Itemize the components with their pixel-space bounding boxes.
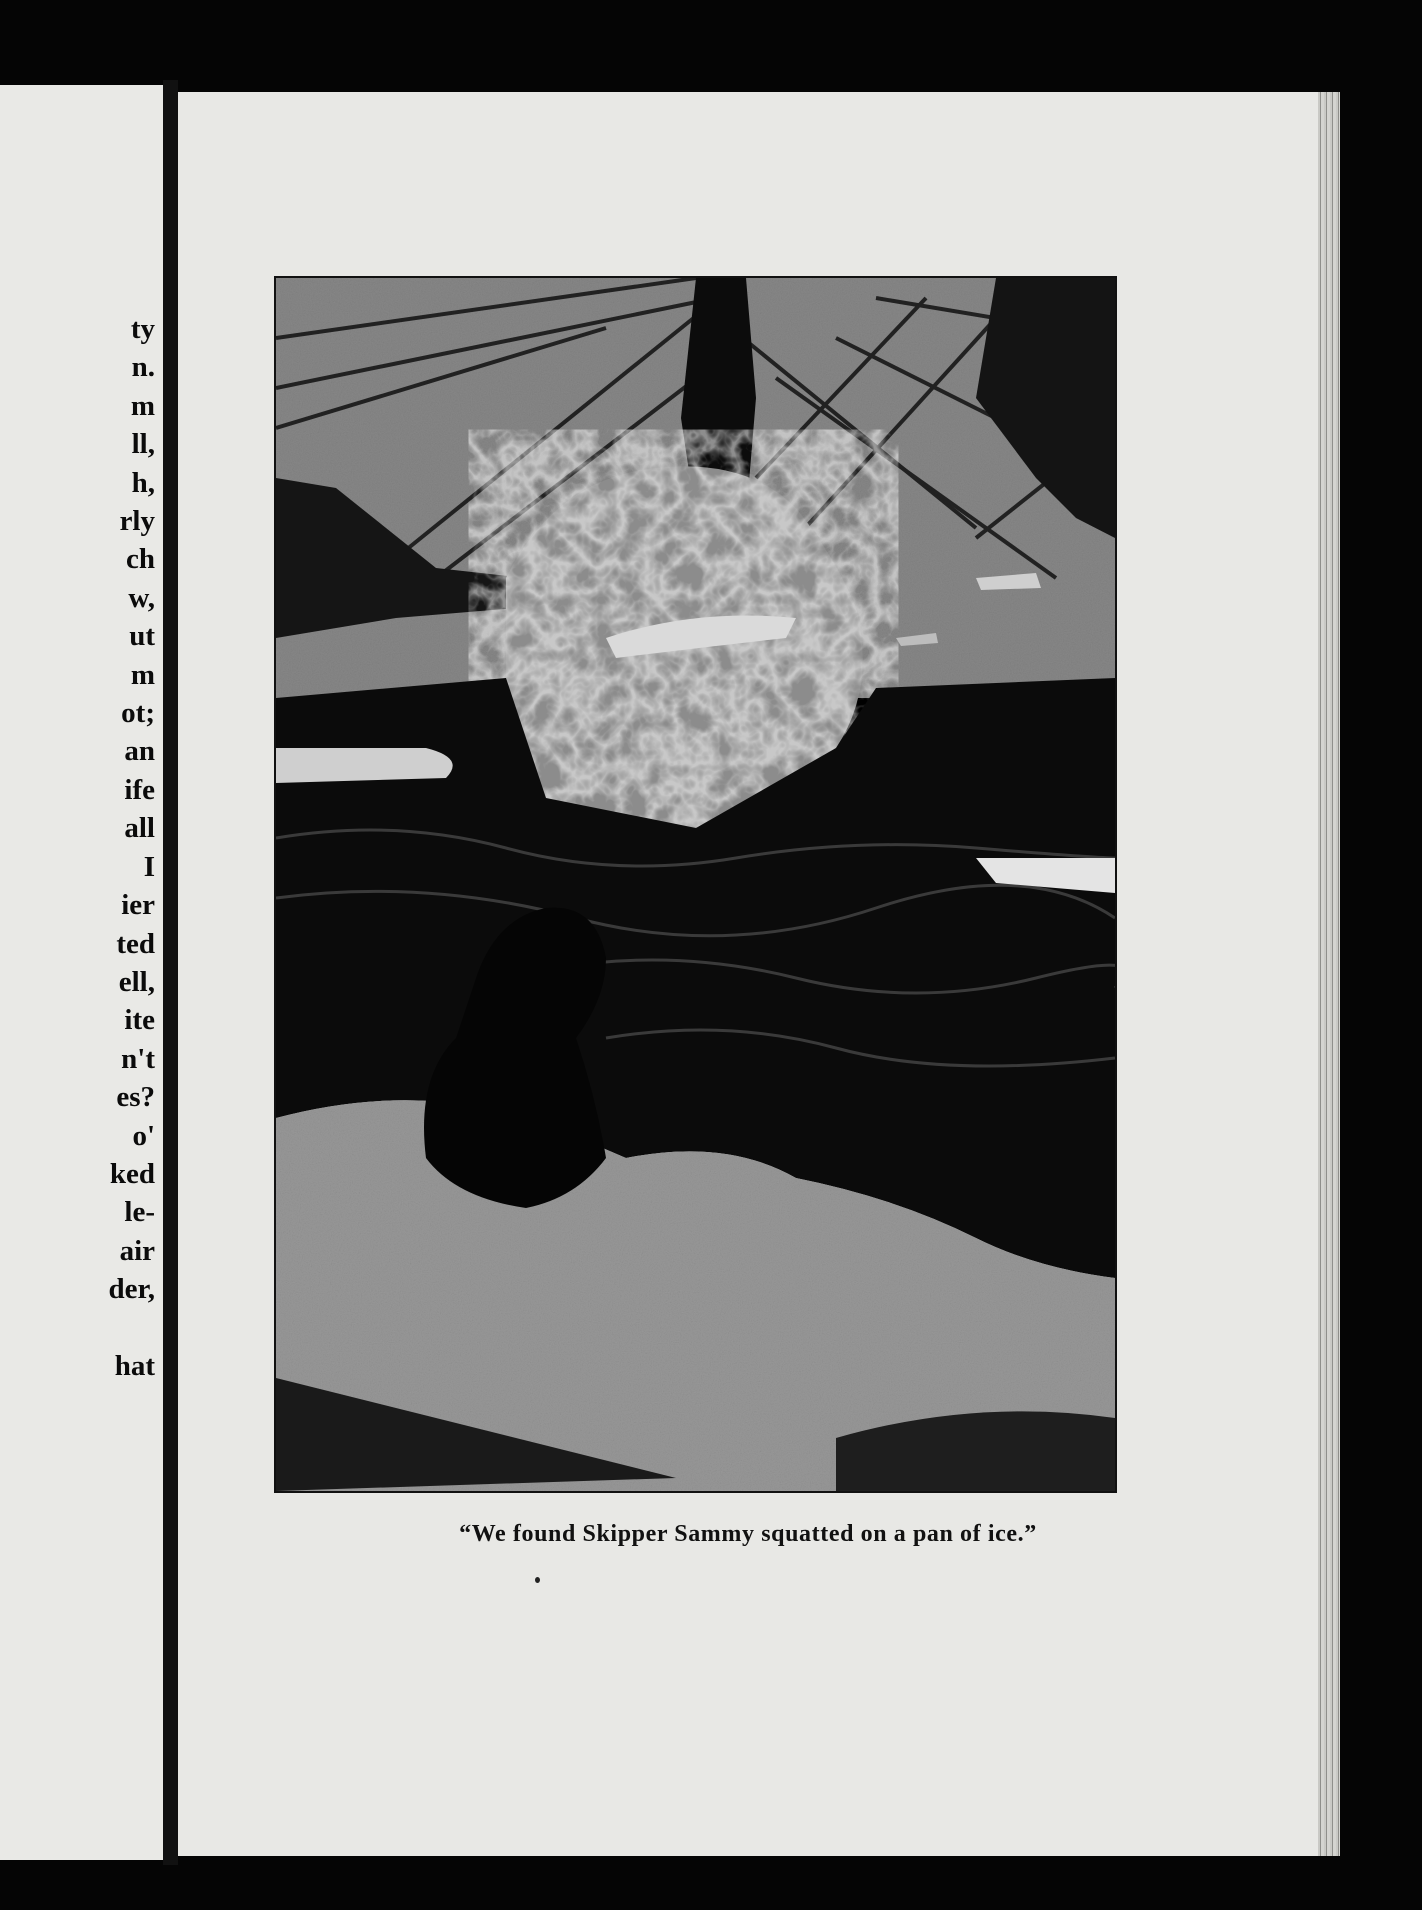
text-line: ite: [124, 1004, 155, 1037]
ship-and-ice-floe-picture: [274, 276, 1117, 1493]
left-page: [0, 85, 163, 1860]
text-line: hat: [114, 1349, 155, 1382]
text-line: n't: [121, 1042, 155, 1075]
text-line: o': [132, 1119, 155, 1152]
text-line: air: [119, 1234, 155, 1267]
text-line: rly: [119, 505, 155, 538]
illustration-drawing: [276, 278, 1115, 1491]
text-line: ife: [124, 773, 155, 806]
text-line: [109, 1309, 155, 1347]
text-line: ut: [129, 620, 155, 653]
page-edge: [1318, 92, 1340, 1856]
text-line: ty: [130, 313, 155, 345]
left-page-text-column: [109, 310, 155, 1385]
text-line: ier: [121, 889, 155, 922]
text-line: ch: [126, 543, 155, 576]
text-line: der,: [108, 1273, 155, 1306]
text-line: m: [130, 389, 155, 422]
text-line: ell,: [118, 965, 155, 998]
book-gutter: [163, 80, 178, 1865]
text-line: ted: [116, 927, 155, 960]
text-line: ked: [109, 1157, 155, 1190]
text-line: le-: [124, 1196, 155, 1229]
text-line: I: [143, 850, 155, 883]
text-line: all: [124, 812, 155, 845]
text-line: w,: [128, 581, 155, 614]
text-line: es?: [116, 1081, 155, 1114]
illustration-caption: “We found Skipper Sammy squatted on a pan of ice.”: [459, 1521, 1037, 1547]
text-line: an: [124, 735, 155, 768]
text-line: m: [130, 658, 155, 691]
text-line: ll,: [131, 428, 155, 461]
print-speck: [535, 1577, 540, 1583]
text-line: n.: [131, 351, 155, 384]
text-line: ot;: [121, 697, 155, 730]
text-line: h,: [131, 466, 155, 499]
